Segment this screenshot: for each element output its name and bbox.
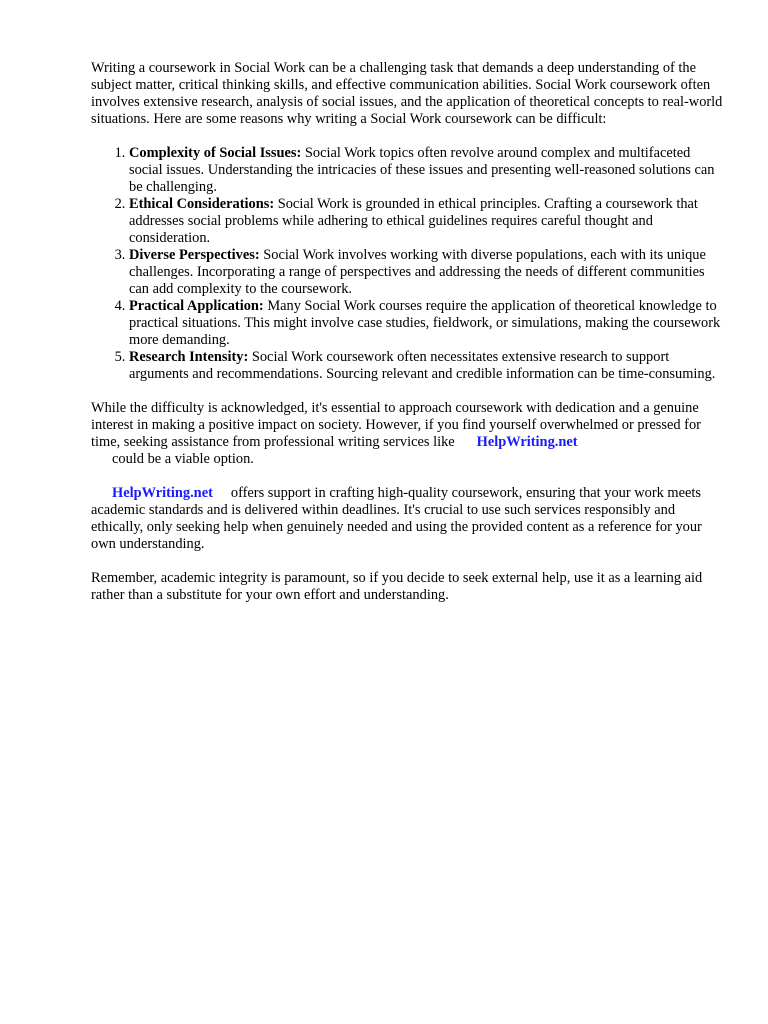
service-paragraph — [91, 485, 723, 553]
closing-paragraph: Remember, academic integrity is paramount, so if you decide to seek external help, use it as a learning aid rather than a substitute for your own effort and understanding. — [91, 570, 703, 603]
list-item-term: Complexity of Social Issues: — [129, 145, 302, 161]
list-item-text: Social Work is grounded in ethical principles. Crafting a coursework that addresses social problems while adhering to ethical guidelines requires careful thought and consideration. — [129, 196, 698, 246]
list-item-term: Research Intensity: — [129, 349, 249, 365]
list-item — [129, 247, 723, 298]
intro-paragraph: Writing a coursework in Social Work can be a challenging task that demands a deep understanding of the subject matter, critical thinking skills, and effective communication abilities. Social Work coursework often involves extensive research, analysis of social issues, and the application of theoretical concepts to real-world situations. Here are some reasons why writing a Social Work coursework can be difficult: — [91, 60, 723, 127]
helpwriting-link[interactable]: HelpWriting.net — [476, 434, 578, 450]
list-item-text: Social Work involves working with diverse populations, each with its unique challenges. Incorporating a range of perspectives and addressing the needs of different communities can add complexity to the coursework. — [129, 247, 706, 297]
list-item-term: Diverse Perspectives: — [129, 247, 260, 263]
service-text: offers support in crafting high-quality coursework, ensuring that your work meets academic standards and is delivered within deadlines. It's crucial to use such services responsibly and ethically, only seeking help when genuinely needed and using the provided content as a reference for your own understanding. — [91, 485, 702, 552]
helpwriting-link-second[interactable]: HelpWriting.net — [112, 485, 213, 501]
list-item-text: Social Work topics often revolve around complex and multifaceted social issues. Understanding the intricacies of these issues and presenting well-reasoned solutions can be challenging. — [129, 145, 715, 195]
list-item-term: Ethical Considerations: — [129, 196, 275, 212]
list-item — [129, 349, 723, 383]
assistance-text-end: could be a viable option. — [112, 451, 254, 467]
list-item — [129, 196, 723, 247]
document-body — [91, 60, 723, 621]
assistance-paragraph — [91, 400, 723, 468]
list-item — [129, 145, 723, 196]
list-item-text: Many Social Work courses require the application of theoretical knowledge to practical situations. This might involve case studies, fieldwork, or simulations, making the coursework more demanding. — [129, 298, 721, 348]
list-item — [129, 298, 723, 349]
list-item-text: Social Work coursework often necessitates extensive research to support arguments and recommendations. Sourcing relevant and credible information can be time-consuming. — [129, 349, 716, 382]
reasons-list — [91, 145, 723, 383]
assistance-text: While the difficulty is acknowledged, it's essential to approach coursework with dedication and a genuine interest in making a positive impact on society. However, if you find yourself overwhelmed or pressed for time, seeking assistance from professional writing services like — [91, 400, 701, 450]
list-item-term: Practical Application: — [129, 298, 264, 314]
